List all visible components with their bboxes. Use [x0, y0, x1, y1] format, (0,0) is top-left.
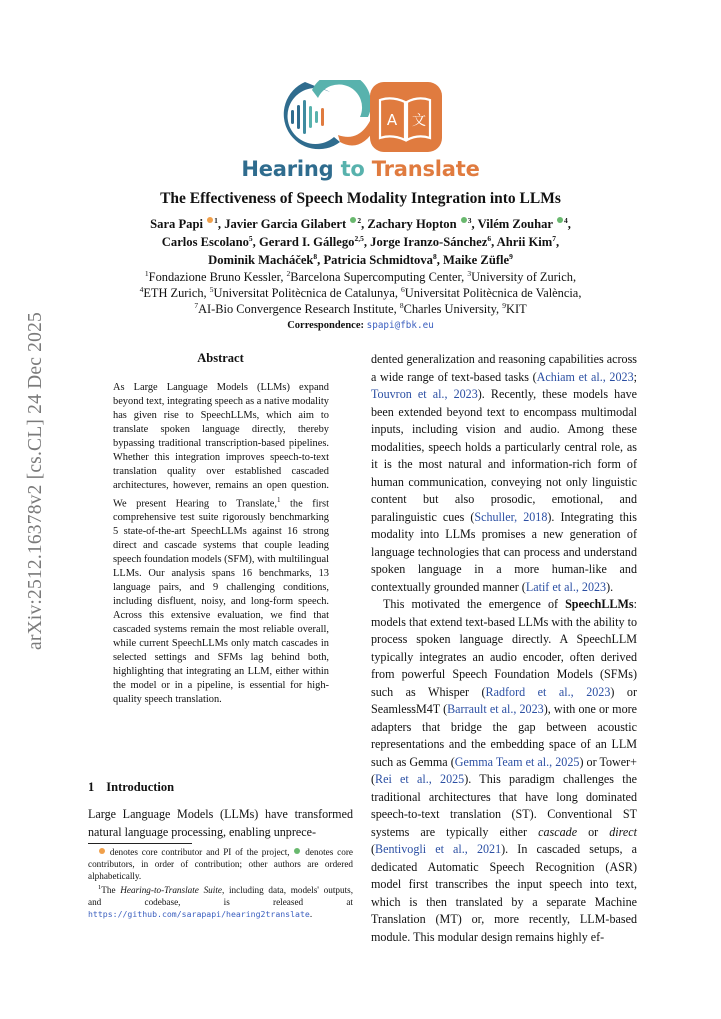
footnotes	[88, 846, 353, 920]
citation-link[interactable]: Rei et al., 2025	[375, 772, 465, 786]
book-glyph-right: 文	[412, 113, 426, 129]
affiliation: $^6$Universitat Politècnica de València,	[401, 284, 582, 300]
core-pi-marker-icon	[207, 217, 213, 223]
affiliation: $^2$Barcelona Supercomputing Center,	[286, 268, 468, 284]
affiliation: $^1$Fondazione Bruno Kessler,	[144, 268, 287, 284]
core-contributor-marker-icon	[557, 217, 563, 223]
author: Dominik Macháček$^8$,	[208, 251, 324, 267]
section-heading: 1 Introduction	[88, 780, 175, 794]
author: Sara Papi $^1$,	[150, 215, 225, 231]
paper-title: The Effectiveness of Speech Modality Integration into LLMs	[160, 190, 561, 207]
core-contributor-marker-icon	[294, 848, 300, 854]
hearing-to-translate-logo	[268, 80, 444, 154]
footnote-rule	[88, 843, 192, 844]
abstract-text: As Large Language Models (LLMs) expand beyond text, integrating speech as a native modality has given rise to SpeechLLMs, which aim to translate spoken language directly, thereby bypassing traditional transcription-based pipelines. Whether this integration improves speech-to-text translation quality over established cascaded architectures, however, remains an open question. We present Hearing to Translate,$^1$ the first comprehensive test suite rigorously benchmarking 5 state-of-the-art SpeechLLMs against 16 strong direct and cascade systems that couple leading speech foundation models (SFM), with multilingual LLMs. Our analysis spans 16 benchmarks, 13 language pairs, and 9 challenging conditions, including disfluent, noisy, and long-form speech. Across this extensive evaluation, we find that cascaded systems remain the most reliable overall, while current SpeechLLMs only match cascades in selected settings and SFMs lag behind both, highlighting that integrating an LLM, either within the model or in a pipeline, is essential for high-quality speech translation.	[113, 382, 329, 706]
citation-link[interactable]: Barrault et al., 2023	[447, 702, 544, 716]
affiliation: $^8$Charles University,	[399, 300, 503, 316]
correspondence: Correspondence: spapi@fbk.eu	[287, 320, 434, 331]
footnote-release: $^1$The Hearing-to-Translate Suite, including data, models' outputs, and codebase, is released at https://github.com/sarapapi/hearing2translate.	[88, 884, 353, 920]
footnote-ref[interactable]: 1	[276, 496, 281, 504]
affiliation: $^4$ETH Zurich,	[139, 284, 210, 300]
intro-paragraph: This motivated the emergence of SpeechLLMs: models that extend text-based LLMs with the ability to process spoken language directly. A SpeechLLM typically integrates an audio encoder, often derived from powerful Speech Foundation Models (SFMs) such as Whisper (Radford et al., 2023) or SeamlessM4T (Barrault et al., 2023), with one or more adapters that bridge the gap between acoustic representations and the embedding space of an LLM such as Gemma (Gemma Team et al., 2025) or Tower+ (Rei et al., 2025). This paradigm challenges the traditional architectures that have long dominated speech-to-text translation (ST). Conventional ST systems are typically either cascade or direct (Bentivogli et al., 2021). In cascaded setups, a dedicated Automatic Speech Recognition (ASR) model first transcribes the input speech into text, which is then translated by a separate Machine Translation (MT) or, more recently, LLM-based module. This modular design remains highly ef-	[371, 597, 638, 944]
citation-link[interactable]: Latif et al., 2023	[525, 579, 607, 594]
author: Jorge Iranzo-Sánchez$^6$,	[370, 233, 497, 249]
author: Patricia Schmidtova$^8$,	[323, 251, 443, 267]
author: Zachary Hopton $^3$,	[367, 215, 478, 231]
affiliation: $^9$KIT	[502, 300, 527, 316]
citation-link[interactable]: Touvron et al., 2023	[371, 387, 478, 401]
affiliation: $^7$AI-Bio Convergence Research Institute,	[194, 300, 400, 316]
intro-paragraph-left: Large Language Models (LLMs) have transformed natural language processing, enabling unprece-	[88, 807, 353, 839]
repository-link[interactable]: https://github.com/sarapapi/hearing2translate	[88, 909, 310, 920]
citation-link[interactable]: Achiam et al., 2023	[536, 369, 634, 384]
footnote-contributors: denotes core contributor and PI of the project, denotes core contributors, in order of contribution; other authors are ordered alphabetically.	[88, 847, 353, 881]
correspondence-email-link[interactable]: spapi@fbk.eu	[366, 320, 434, 331]
book-glyph-left: A	[386, 111, 398, 129]
author: Vilém Zouhar $^4$,	[477, 215, 571, 231]
affiliation: $^5$Universitat Politècnica de Catalunya,	[209, 284, 402, 300]
author: Gerard I. Gállego$^{2,5}$,	[258, 233, 371, 249]
brand-name: Hearing to Translate	[241, 157, 480, 181]
affiliation: $^3$University of Zurich,	[467, 268, 577, 284]
author: Javier Garcia Gilabert $^2$,	[224, 215, 368, 231]
core-contributor-marker-icon	[350, 217, 356, 223]
citation-link[interactable]: Radford et al., 2023	[485, 684, 611, 699]
author: Ahrii Kim$^7$,	[496, 233, 560, 249]
core-contributor-marker-icon	[461, 217, 467, 223]
intro-paragraph: dented generalization and reasoning capabilities across a wide range of text-based tasks (Achiam et al., 2023; Touvron et al., 2023). Recently, these models have been extended beyond text to encompass multimodal inputs, including vision and audio. Among these modalities, speech holds a particularly central role, as it is the most natural and information-rich form of human communication, conveying not only linguistic content but also prosodic, emotional, and paralinguistic cues (Schuller, 2018). Integrating this modality into LLMs promises a new generation of language technologies that can process and understand spoken language in a more human-like and contextually grounded manner (Latif et al., 2023).	[371, 352, 637, 594]
abstract-heading: Abstract	[197, 351, 244, 365]
citation-link[interactable]: Schuller, 2018	[474, 509, 548, 524]
citation-link[interactable]: Gemma Team et al., 2025	[454, 754, 580, 769]
author-list	[95, 215, 626, 269]
author: Carlos Escolano$^5$,	[161, 233, 259, 249]
arxiv-identifier: arXiv:2512.16378v2 [cs.CL] 24 Dec 2025	[25, 312, 46, 650]
author: Maike Züfle$^9$	[443, 251, 513, 267]
citation-link[interactable]: Bentivogli et al., 2021	[375, 842, 502, 856]
core-pi-marker-icon	[99, 848, 105, 854]
right-column	[371, 351, 637, 946]
affiliations	[60, 269, 661, 317]
